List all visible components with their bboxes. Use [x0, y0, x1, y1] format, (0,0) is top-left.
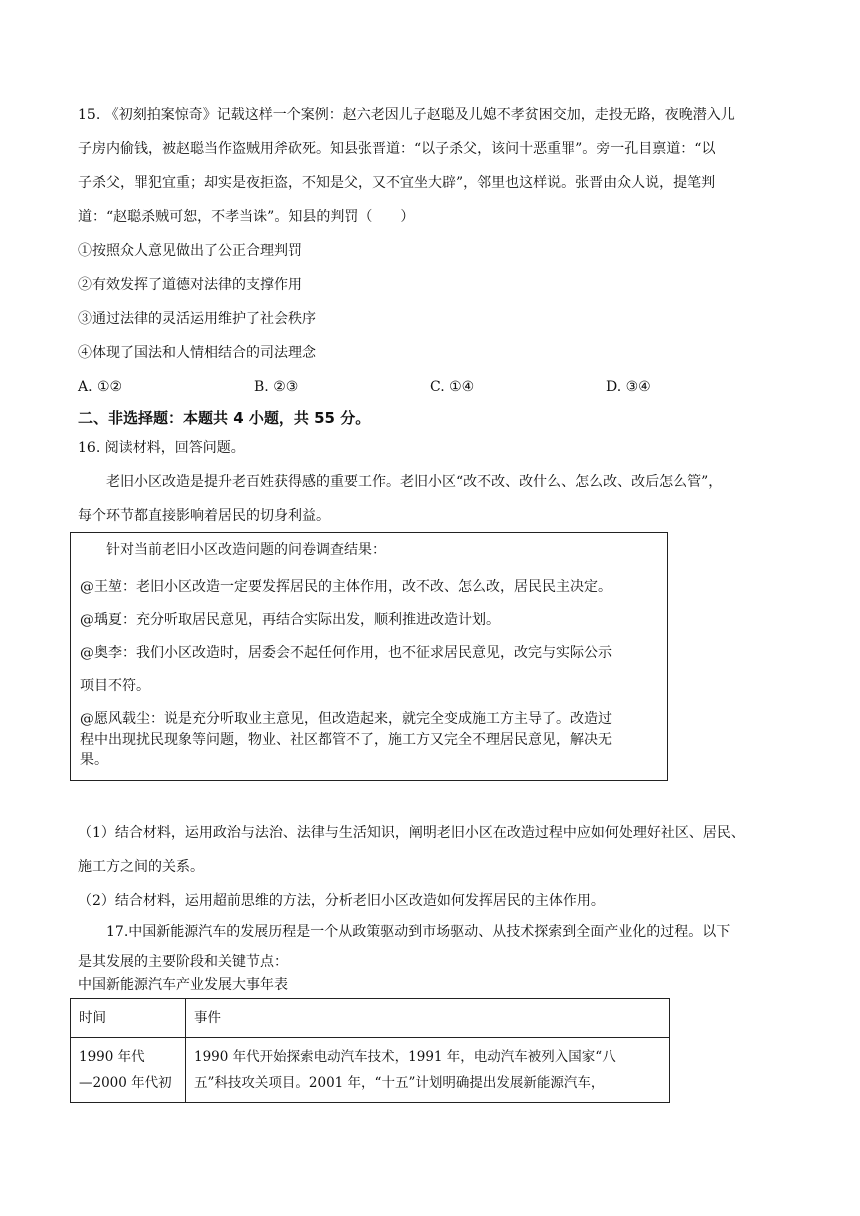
time-line-2: —2000 年代初 [79, 1075, 172, 1091]
q15-statement-3: ③通过法律的灵活运用维护了社会秩序 [78, 311, 316, 327]
q17-intro-line-2: 是其发展的主要阶段和关键节点： [78, 954, 288, 970]
q16-intro: 16. 阅读材料，回答问题。 [78, 440, 245, 456]
survey-line-7: 果。 [80, 752, 108, 768]
q16-sub2: （2）结合材料，运用超前思维的方法，分析老旧小区改造如何发挥居民的主体作用。 [78, 893, 605, 909]
q15-option-d[interactable]: D. ③④ [606, 379, 651, 395]
table-cell-time [71, 1038, 186, 1103]
q15-option-a[interactable]: A. ①② [78, 379, 123, 395]
survey-line-1: @王堃：老旧小区改造一定要发挥居民的主体作用，改不改、怎么改，居民民主决定。 [80, 579, 612, 595]
survey-line-6: 程中出现扰民现象等问题，物业、社区都管不了，施工方又完全不理居民意见，解决无 [80, 732, 612, 748]
survey-line-5: @愿风载尘：说是充分听取业主意见，但改造起来，就完全变成施工方主导了。改造过 [80, 711, 612, 727]
q16-para-line-2: 每个环节都直接影响着居民的切身利益。 [78, 508, 330, 524]
q16-para-line-1: 老旧小区改造是提升老百姓获得感的重要工作。老旧小区“改不改、改什么、怎么改、改后怎么管”， [106, 474, 723, 490]
survey-line-2: @瑀夏：充分听取居民意见，再结合实际出发，顺利推进改造计划。 [80, 612, 500, 628]
event-line-1: 1990 年代开始探索电动汽车技术，1991 年，电动汽车被列入国家“八 [194, 1049, 616, 1065]
q15-option-c[interactable]: C. ①④ [430, 379, 475, 395]
q15-option-b[interactable]: B. ②③ [254, 379, 299, 395]
table-header-time: 时间 [71, 999, 186, 1038]
q16-sub1-line-2: 施工方之间的关系。 [78, 859, 204, 875]
table-cell-event [186, 1038, 670, 1103]
q16-survey-title: 针对当前老旧小区改造问题的问卷调查结果： [106, 542, 386, 558]
q15-statement-1: ①按照众人意见做出了公正合理判罚 [78, 243, 302, 259]
q16-sub1-line-1: （1）结合材料，运用政治与法治、法律与生活知识，阐明老旧小区在改造过程中应如何处理好社区、居民、 [78, 825, 745, 841]
event-line-2: 五”科技攻关项目。2001 年，“十五”计划明确提出发展新能源汽车， [194, 1075, 605, 1091]
section-2-heading: 二、非选择题：本题共 4 小题，共 55 分。 [78, 409, 371, 427]
q15-line-2: 子房内偷钱，被赵聪当作盗贼用斧砍死。知县张晋道：“以子杀父，该问十恶重罪”。旁一孔目禀道：“以 [78, 141, 716, 157]
q17-table-title: 中国新能源汽车产业发展大事年表 [78, 977, 288, 993]
table-row [71, 1038, 670, 1103]
table-header-row [71, 999, 670, 1038]
survey-line-3: @奥李：我们小区改造时，居委会不起任何作用，也不征求居民意见，改完与实际公示 [80, 645, 612, 661]
q15-statement-4: ④体现了国法和人情相结合的司法理念 [78, 345, 316, 361]
q15-line-1: 15. 《初刻拍案惊奇》记载这样一个案例：赵六老因儿子赵聪及儿媳不孝贫困交加，走投无路，夜晚潜入儿 [78, 107, 735, 123]
q15-line-4: 道：“赵聪杀贼可恕，不孝当诛”。知县的判罚（ ） [78, 209, 415, 225]
q17-intro-line-1: 17.中国新能源汽车的发展历程是一个从政策驱动到市场驱动、从技术探索到全面产业化的过程。以下 [106, 924, 731, 940]
q15-line-3: 子杀父，罪犯宜重；却实是夜拒盗，不知是父，又不宜坐大辟”，邻里也这样说。张晋由众人说，提笔判 [78, 175, 716, 191]
timeline-table [70, 998, 670, 1103]
survey-line-4: 项目不符。 [80, 678, 150, 694]
table-header-event: 事件 [186, 999, 670, 1038]
time-line-1: 1990 年代 [79, 1049, 145, 1065]
q15-statement-2: ②有效发挥了道德对法律的支撑作用 [78, 277, 302, 293]
